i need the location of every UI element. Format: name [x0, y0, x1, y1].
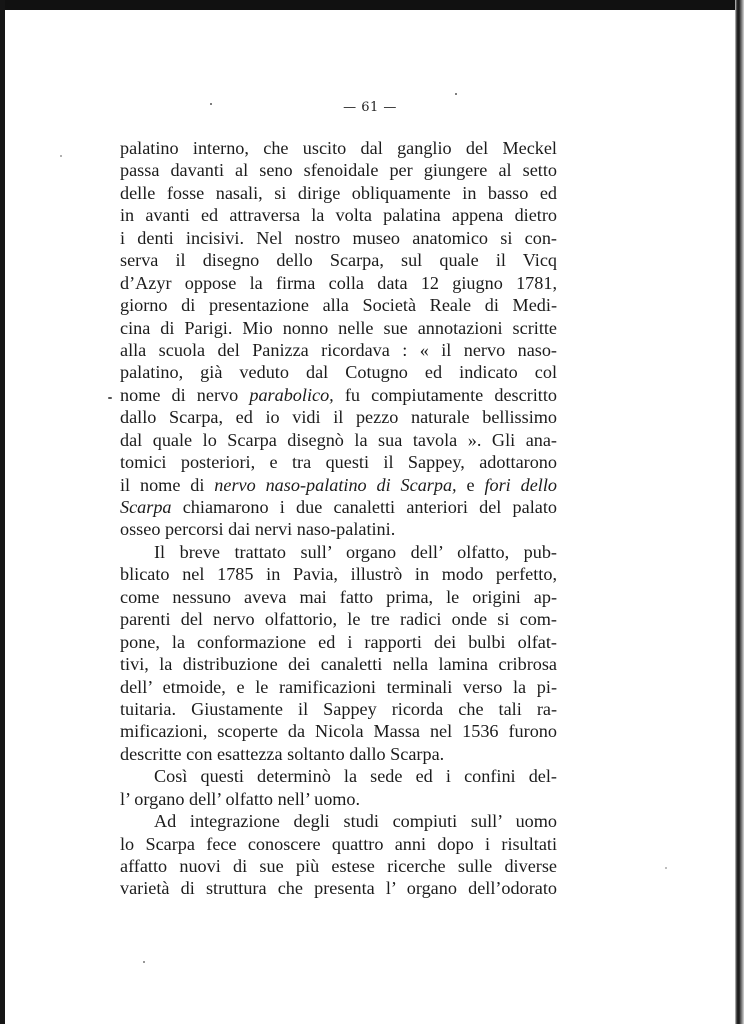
text-segment: giorno di presentazione alla Società Reale di Medi- [120, 295, 557, 316]
text-segment: come nessuno aveva mai fatto prima, le origini ap- [120, 586, 557, 607]
text-segment: blicato nel 1785 in Pavia, illustrò in modo perfetto, [120, 564, 557, 585]
text-line [120, 653, 557, 675]
text-segment: Così questi determinò la sede ed i confini del- [154, 766, 557, 787]
text-segment: dal quale lo Scarpa disegnò la sua tavola ». Gli ana- [120, 429, 557, 450]
text-segment: alla scuola del Panizza ricordava : « il nervo naso- [120, 339, 557, 360]
text-segment: tivi, la distribuzione dei canaletti nella lamina cribrosa [120, 654, 557, 675]
text-line [120, 429, 557, 451]
text-segment: l’ organo dell’ olfatto nell’ uomo. [120, 788, 361, 809]
text-line [120, 676, 557, 698]
text-segment: e [456, 474, 485, 495]
text-line [120, 765, 557, 787]
text-line [120, 137, 557, 159]
text-segment: passa davanti al seno sfenoidale per giungere al setto [120, 160, 557, 181]
text-line [120, 698, 557, 720]
italic-text: fori dello [484, 474, 557, 495]
text-line [120, 361, 557, 383]
italic-text: nervo naso-palatino di Scarpa, [214, 474, 457, 495]
text-segment: fu compiutamente descritto [333, 384, 557, 405]
text-segment: palatino interno, che uscito dal ganglio del Meckel [120, 138, 557, 158]
text-segment: lo Scarpa fece conoscere quattro anni dopo i risultati [120, 833, 557, 854]
body-text [120, 137, 557, 900]
text-line [120, 272, 557, 294]
italic-text: parabolico, [249, 384, 334, 405]
scan-speck [665, 867, 667, 869]
text-segment: delle fosse nasali, si dirige obliquamente in basso ed [120, 182, 557, 203]
text-segment: Il breve trattato sull’ organo dell’ olfatto, pub- [154, 541, 557, 562]
text-segment: il nome di [120, 474, 215, 495]
text-line [120, 249, 557, 271]
text-segment: tuitaria. Giustamente il Sappey ricorda che tali ra- [120, 698, 557, 719]
scan-border-right [735, 0, 744, 1024]
text-segment: parenti del nervo olfattorio, le tre radici onde si com- [120, 609, 557, 630]
text-segment: mificazioni, scoperte da Nicola Massa nel 1536 furono [120, 721, 557, 742]
scan-speck [108, 397, 112, 399]
text-line [120, 474, 557, 496]
text-segment: chiamarono i due canaletti anteriori del palato [171, 497, 557, 517]
text-line [120, 631, 557, 653]
text-line [120, 833, 557, 855]
text-line [120, 317, 557, 339]
text-line [120, 563, 557, 585]
text-line [120, 877, 557, 899]
text-segment: in avanti ed attraversa la volta palatina appena dietro [120, 205, 557, 226]
text-segment: i denti incisivi. Nel nostro museo anatomico si con- [120, 227, 557, 248]
text-segment: affatto nuovi di sue più estese ricerche sulle diverse [120, 856, 557, 876]
text-line [120, 339, 557, 361]
text-line [120, 204, 557, 226]
text-segment: serva il disegno dello Scarpa, sul quale il Vicq [120, 250, 557, 271]
text-line [120, 182, 557, 204]
text-segment: pone, la conformazione ed i rapporti dei bulbi olfat- [120, 631, 557, 652]
text-segment: osseo percorsi dai nervi naso-palatini. [120, 519, 396, 540]
scan-border-top [0, 0, 744, 10]
text-line [120, 855, 557, 877]
page-number: — 61 — [343, 100, 397, 115]
text-segment: descritte con esattezza soltanto dallo Scarpa. [120, 743, 445, 764]
text-line [120, 227, 557, 249]
text-segment: varietà di struttura che presenta l’ organo dell’odorato [120, 878, 557, 899]
text-segment: dell’ etmoide, e le ramificazioni terminali verso la pi- [120, 676, 557, 697]
text-line [120, 788, 557, 810]
scan-speck [455, 93, 457, 95]
text-line [120, 496, 557, 518]
text-line [120, 720, 557, 742]
book-page [5, 10, 735, 1024]
text-line [120, 743, 557, 765]
text-line [120, 294, 557, 316]
text-segment: cina di Parigi. Mio nonno nelle sue annotazioni scritte [120, 317, 557, 338]
text-segment: d’Azyr oppose la firma colla data 12 giugno 1781, [120, 272, 557, 293]
text-segment: nome di nervo [120, 384, 250, 405]
text-line [120, 406, 557, 428]
text-segment: dallo Scarpa, ed io vidi il pezzo naturale bellissimo [120, 407, 557, 428]
text-line [120, 159, 557, 181]
italic-text: Scarpa [120, 497, 172, 517]
text-line [120, 384, 557, 406]
text-line [120, 451, 557, 473]
scan-speck [60, 155, 62, 157]
text-line [120, 518, 557, 540]
text-segment: Ad integrazione degli studi compiuti sull’ uomo [154, 811, 557, 832]
scan-speck [143, 961, 145, 963]
text-line [120, 608, 557, 630]
scan-speck [210, 103, 212, 105]
text-segment: palatino, già veduto dal Cotugno ed indicato col [120, 362, 557, 383]
text-segment: tomici posteriori, e tra questi il Sappey, adottarono [120, 452, 557, 473]
text-line [120, 586, 557, 608]
text-line [120, 541, 557, 563]
text-line [120, 810, 557, 832]
